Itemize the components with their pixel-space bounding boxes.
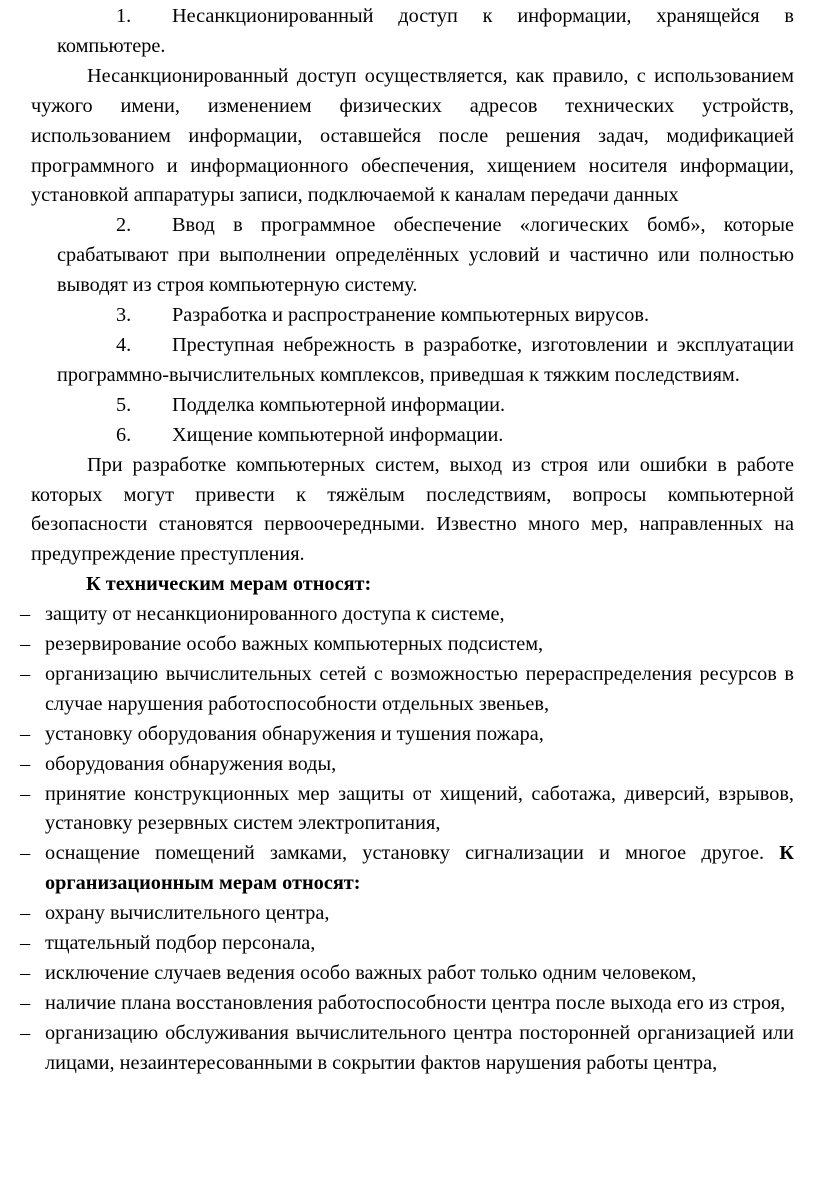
- item-number: 5.: [116, 393, 132, 416]
- measure-text: охрану вычислительного центра,: [45, 902, 330, 925]
- item-number: 1.: [116, 5, 132, 27]
- numbered-item-3: [28, 301, 794, 331]
- technical-measure-item: [20, 630, 794, 660]
- dash-marker: –: [20, 722, 31, 745]
- organizational-measure-item: [20, 989, 794, 1019]
- item-number: 2.: [116, 214, 132, 237]
- organizational-measure-item: [20, 1019, 794, 1079]
- dash-marker: –: [20, 842, 31, 865]
- item-text: Ввод в программное обеспечение «логических бомб», которые срабатывают при выполнении определённых условий и частично или полностью выводят из строя компьютерную систему.: [57, 214, 794, 297]
- item-text: Разработка и распространение компьютерных вирусов.: [172, 304, 650, 327]
- numbered-item-2: [28, 211, 794, 301]
- organizational-measure-item: [20, 959, 794, 989]
- technical-measure-item: [20, 780, 794, 840]
- organizational-measure-item: [20, 929, 794, 959]
- item-number: 3.: [116, 304, 132, 327]
- measure-text: оборудования обнаружения воды,: [45, 752, 337, 775]
- paragraph-computer-systems: При разработке компьютерных систем, выход из строя или ошибки в работе которых могут привести к тяжёлым последствиям, вопросы компьютерной безопасности становятся первоочередными. Известно много мер, направленных на предупреждение преступления.: [31, 453, 794, 566]
- measure-text: оснащение помещений замками, установку сигнализации и многое другое.: [45, 842, 765, 865]
- measure-text: организацию обслуживания вычислительного центра посторонней организацией или лицами, незаинтересованными в сокрытии фактов нарушения работы центра,: [45, 1021, 794, 1074]
- document-page: [20, 2, 794, 1079]
- measure-text: тщательный подбор персонала,: [45, 932, 316, 955]
- organizational-measure-item: [20, 899, 794, 929]
- item-number: 6.: [116, 423, 132, 446]
- technical-measure-item: [20, 600, 794, 630]
- dash-marker: –: [20, 1021, 31, 1044]
- measure-text: принятие конструкционных мер защиты от хищений, саботажа, диверсий, взрывов, установку резервных систем электропитания,: [45, 782, 794, 835]
- paragraph-unauthorized-access: Несанкционированный доступ осуществляется, как правило, с использованием чужого имени, изменением физических адресов технических устройств, использованием информации, оставшейся после решения задач, модификацией программного и информационного обеспечения, хищением носителя информации, установкой аппаратуры записи, подключаемой к каналам передачи данных: [31, 64, 794, 207]
- measure-text: резервирование особо важных компьютерных подсистем,: [45, 633, 544, 656]
- technical-measure-item: [20, 660, 794, 720]
- dash-marker: –: [20, 782, 31, 805]
- technical-measure-item: [20, 750, 794, 780]
- item-number: 4.: [116, 333, 132, 356]
- item-text: Подделка компьютерной информации.: [172, 393, 506, 416]
- dash-marker: –: [20, 962, 31, 984]
- numbered-item-1: [28, 2, 794, 62]
- technical-measure-item: [20, 720, 794, 750]
- dash-marker: –: [20, 902, 31, 925]
- organizational-measures-heading: К организационным мерам относят:: [45, 842, 794, 895]
- dash-marker: –: [20, 991, 31, 1014]
- dash-marker: –: [20, 603, 31, 626]
- measure-text: исключение случаев ведения особо важных работ только одним человеком,: [45, 962, 697, 984]
- technical-measures-heading: К техническим мерам относят:: [86, 573, 372, 596]
- numbered-item-6: [28, 421, 794, 451]
- dash-marker: –: [20, 662, 31, 685]
- measure-text: наличие плана восстановления работоспособности центра после выхода его из строя,: [45, 991, 786, 1014]
- item-text: Преступная небрежность в разработке, изготовлении и эксплуатации программно-вычислительных комплексов, приведшая к тяжким последствиям.: [57, 333, 794, 386]
- measure-text: защиту от несанкционированного доступа к системе,: [45, 603, 505, 626]
- dash-marker: –: [20, 752, 31, 775]
- measure-text: организацию вычислительных сетей с возможностью перераспределения ресурсов в случае нарушения работоспособности отдельных звеньев,: [45, 662, 794, 715]
- technical-measure-item-last: [20, 839, 794, 899]
- measure-text: установку оборудования обнаружения и тушения пожара,: [45, 722, 544, 745]
- item-text: Несанкционированный доступ к информации, хранящейся в компьютере.: [57, 5, 794, 57]
- numbered-item-5: [28, 391, 794, 421]
- item-text: Хищение компьютерной информации.: [172, 423, 504, 446]
- numbered-item-4: [28, 331, 794, 391]
- dash-marker: –: [20, 932, 31, 955]
- dash-marker: –: [20, 633, 31, 656]
